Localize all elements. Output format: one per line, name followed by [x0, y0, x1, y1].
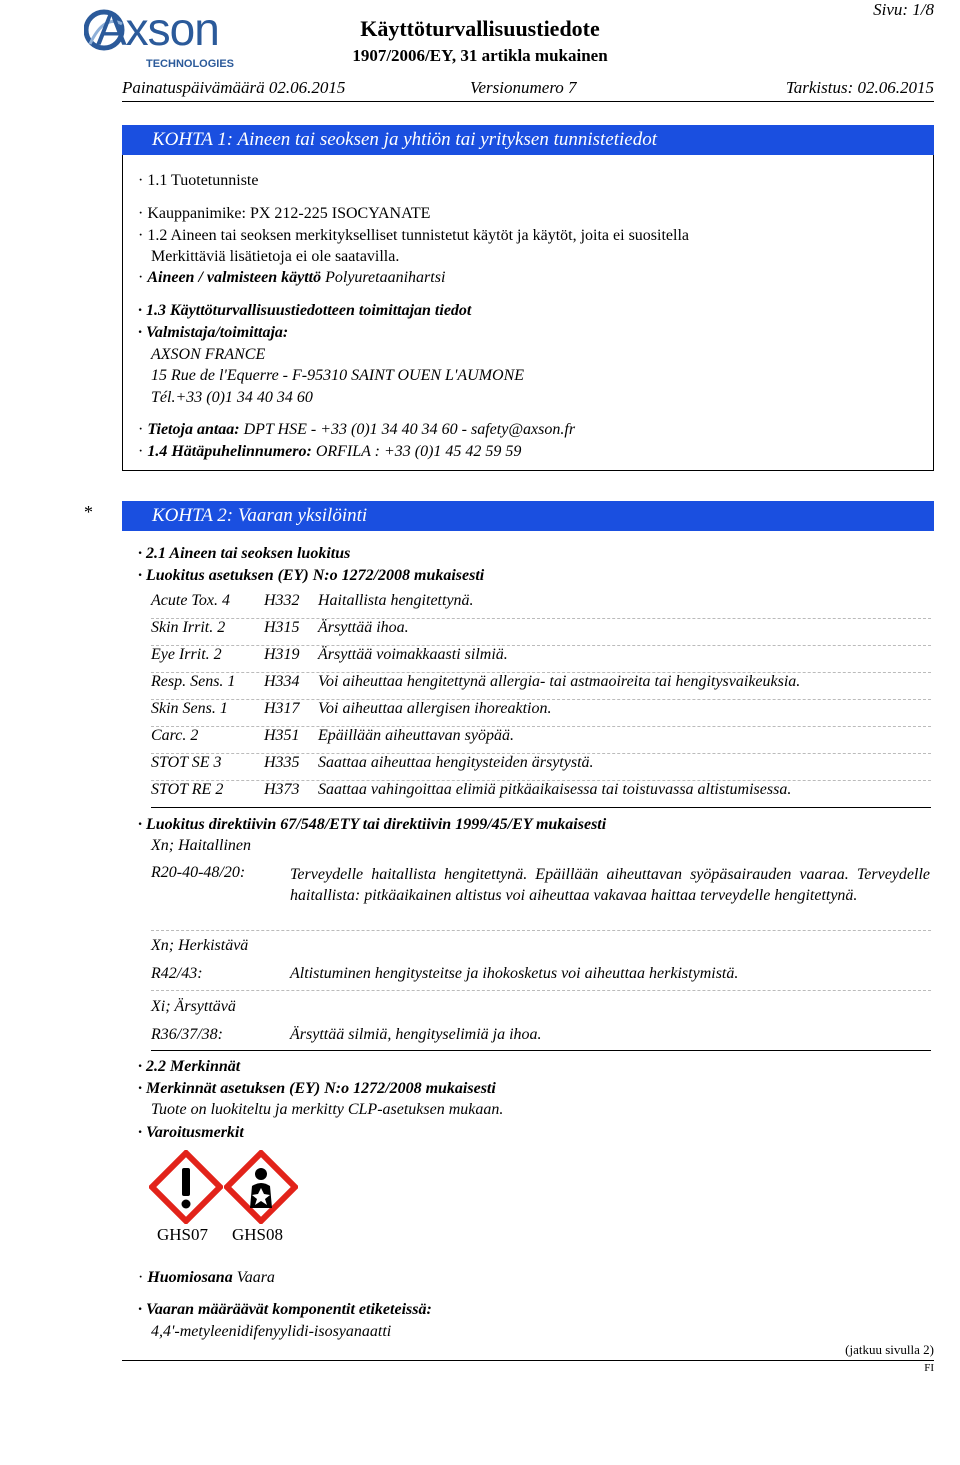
s2-r3-text: Ärsyttää silmiä, hengityselimiä ja ihoa.: [290, 1026, 542, 1043]
s1-supplier-label: · Valmistaja/toimittaja:: [138, 324, 288, 342]
table-row: Skin Irrit. 2 H315 Ärsyttää ihoa.: [151, 619, 931, 646]
s1-use: · Aineen / valmisteen käyttö Polyuretaanihartsi: [138, 269, 445, 287]
header-rule: [122, 101, 934, 102]
table-row: STOT SE 3 H335 Saattaa aiheuttaa hengitysteiden ärsytystä.: [151, 754, 931, 781]
s2-dir-label: · Luokitus direktiivin 67/548/ETY tai direktiivin 1999/45/EY mukaisesti: [138, 816, 606, 834]
s2-clp-label: · Luokitus asetuksen (EY) N:o 1272/2008 mukaisesti: [138, 567, 484, 585]
divider: [151, 1050, 931, 1051]
s1-supplier-line-3: Tél.+33 (0)1 34 40 34 60: [151, 389, 313, 406]
s2-lab-label: · Merkinnät asetuksen (EY) N:o 1272/2008 mukaisesti: [138, 1080, 496, 1098]
logo-text: Axson: [96, 3, 219, 55]
s2-lab-text: Tuote on luokiteltu ja merkitty CLP-asetuksen mukaan.: [151, 1101, 504, 1118]
revision-date: Tarkistus: 02.06.2015: [785, 78, 934, 97]
s1-info: · Tietoja antaa: DPT HSE - +33 (0)1 34 40 34 60 - safety@axson.fr: [138, 421, 575, 439]
logo-sub: TECHNOLOGIES: [146, 58, 235, 70]
ghs08-health-hazard-icon: [224, 1150, 298, 1224]
table-row: Eye Irrit. 2 H319 Ärsyttää voimakkaasti silmiä.: [151, 646, 931, 673]
ghs07-label: GHS07: [157, 1225, 209, 1244]
s1-emergency: · 1.4 Hätäpuhelinnumero: ORFILA : +33 (0)1 45 42 59 59: [138, 443, 521, 461]
s2-r1-text: Terveydelle haitallista hengitettynä. Epäillään aiheuttavan syöpäsairauden vaaraa. Terveydelle haitallista: pitkäaikainen altistus voi aiheuttaa vakavaa haittaa terveydelle hengitettynä.: [290, 866, 930, 904]
s2-comp-value: 4,4'-metyleenidifenyylidi-isosyanaatti: [151, 1323, 392, 1340]
s2-r2-text: Altistuminen hengitysteitse ja ihokosketus voi aiheuttaa herkistymistä.: [290, 965, 739, 982]
doc-subtitle: 1907/2006/EY, 31 artikla mukainen: [352, 46, 608, 65]
table-row: Carc. 2 H351 Epäillään aiheuttavan syöpää.: [151, 727, 931, 754]
section-1-title: KOHTA 1: Aineen tai seoksen ja yhtiön tai yrityksen tunnistetiedot: [122, 125, 934, 155]
s1-supplier-line-2: 15 Rue de l'Equerre - F-95310 SAINT OUEN L'AUMONE: [151, 367, 525, 384]
page-number: Sivu: 1/8: [873, 0, 934, 19]
s1-supplier-line-1: AXSON FRANCE: [151, 346, 266, 363]
s1-h11: · 1.1 Tuotetunniste: [138, 172, 258, 190]
s2-comp-label: · Vaaran määräävät komponentit etiketeissä:: [138, 1301, 432, 1319]
s2-r2-code: R42/43:: [151, 965, 203, 982]
divider: [151, 990, 931, 991]
s1-h12: · 1.2 Aineen tai seoksen merkitykselliset tunnistetut käytöt ja käytöt, joita ei suositella: [138, 227, 689, 245]
table-row: Acute Tox. 4 H332 Haitallista hengitettynä.: [151, 592, 931, 619]
change-star: *: [84, 502, 93, 522]
ghs07-exclamation-icon: [149, 1150, 223, 1224]
table-row: Resp. Sens. 1 H334 Voi aiheuttaa hengitettynä allergia- tai astmaoireita tai hengitysvaikeuksia.: [151, 673, 931, 700]
doc-title: Käyttöturvallisuustiedote: [360, 16, 600, 41]
s1-h12-text: Merkittäviä lisätietoja ei ole saatavilla.: [151, 248, 400, 265]
s2-pict-label: · Varoitusmerkit: [138, 1124, 244, 1142]
s1-h13: · 1.3 Käyttöturvallisuustiedotteen toimittajan tiedot: [138, 302, 471, 320]
s2-h22: · 2.2 Merkinnät: [138, 1058, 240, 1076]
continued-note: (jatkuu sivulla 2): [845, 1342, 934, 1357]
divider: [151, 930, 931, 931]
table-row: STOT RE 2 H373 Saattaa vahingoittaa elimiä pitkäaikaisessa tai toistuvassa altistumisessa.: [151, 781, 931, 808]
s2-r3-code: R36/37/38:: [151, 1026, 223, 1043]
s2-r1-code: R20-40-48/20:: [151, 864, 246, 881]
s2-signal: · Huomiosana Vaara: [138, 1269, 275, 1287]
table-row: Skin Sens. 1 H317 Voi aiheuttaa allergisen ihoreaktion.: [151, 700, 931, 727]
s2-xn1: Xn; Haitallinen: [151, 837, 251, 854]
section-2-title: KOHTA 2: Vaaran yksilöinti: [122, 501, 934, 531]
s2-h21: · 2.1 Aineen tai seoksen luokitus: [138, 545, 350, 563]
version-number: Versionumero 7: [470, 78, 577, 97]
footer-rule: [122, 1360, 934, 1361]
print-date: Painatuspäivämäärä 02.06.2015: [122, 78, 346, 97]
s1-trade-name: · Kauppanimike: PX 212-225 ISOCYANATE: [138, 205, 430, 223]
s2-xn2: Xn; Herkistävä: [151, 937, 249, 954]
language-code: FI: [924, 1362, 934, 1374]
s2-xi: Xi; Ärsyttävä: [151, 998, 236, 1015]
ghs08-label: GHS08: [232, 1225, 284, 1244]
